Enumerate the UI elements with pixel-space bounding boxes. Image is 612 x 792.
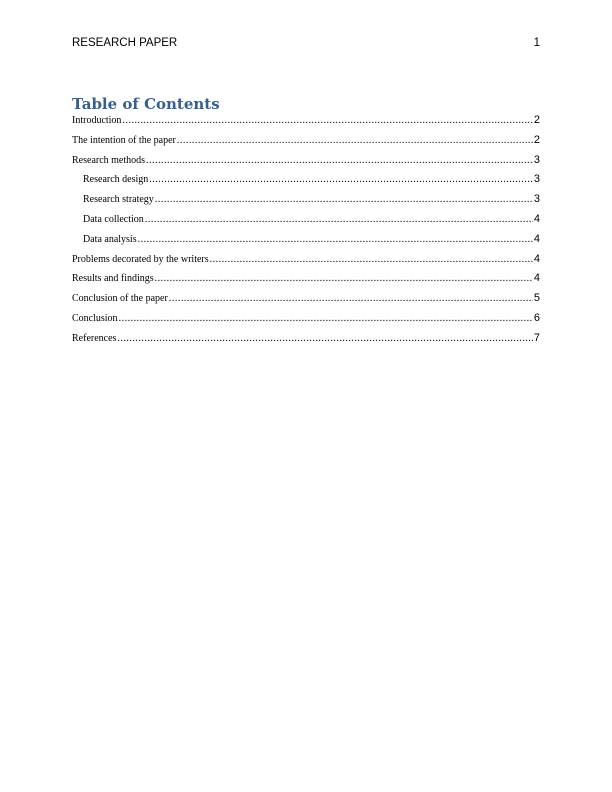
toc-entry-label: The intention of the paper <box>72 134 176 146</box>
toc-entry-data-collection[interactable] <box>72 212 540 232</box>
toc-dot-leader <box>177 134 533 148</box>
toc-entry-page: 7 <box>533 331 540 344</box>
toc-dot-leader <box>145 213 533 227</box>
toc-entry-page: 3 <box>533 193 540 206</box>
toc-dot-leader <box>122 114 532 128</box>
toc-dot-leader <box>117 332 532 346</box>
running-head: RESEARCH PAPER <box>72 37 178 49</box>
toc-heading: Table of Contents <box>72 95 220 113</box>
toc-dot-leader <box>210 253 533 267</box>
toc-entry-label: References <box>72 332 117 344</box>
toc-entry-label: Results and findings <box>72 273 154 285</box>
toc-entry-page: 4 <box>533 252 540 265</box>
toc-entry-label: Research design <box>83 174 149 186</box>
toc-entry-conclusion-of-paper[interactable] <box>72 291 540 311</box>
toc-dot-leader <box>149 173 533 187</box>
toc-dot-leader <box>155 272 533 286</box>
toc-entry-conclusion[interactable] <box>72 311 540 331</box>
toc-dot-leader <box>155 193 533 207</box>
page-header <box>72 35 540 51</box>
toc-dot-leader <box>138 233 533 247</box>
toc-entry-page: 3 <box>533 153 540 166</box>
toc-entry-label: Conclusion of the paper <box>72 293 168 305</box>
toc-entry-label: Research methods <box>72 154 146 166</box>
toc-entry-page: 2 <box>533 114 540 126</box>
toc-entry-page: 4 <box>533 272 540 285</box>
table-of-contents <box>72 113 540 351</box>
toc-entry-research-design[interactable] <box>72 172 540 192</box>
toc-entry-intention[interactable] <box>72 133 540 153</box>
toc-entry-label: Data analysis <box>83 233 137 245</box>
toc-entry-data-analysis[interactable] <box>72 232 540 252</box>
toc-entry-label: Conclusion <box>72 312 118 324</box>
toc-entry-label: Problems decorated by the writers <box>72 253 209 265</box>
toc-entry-label: Research strategy <box>83 194 154 206</box>
toc-entry-page: 6 <box>533 311 540 324</box>
toc-entry-page: 3 <box>533 173 540 186</box>
toc-entry-page: 5 <box>533 292 540 305</box>
toc-entry-introduction[interactable] <box>72 113 540 133</box>
toc-entry-label: Introduction <box>72 115 122 126</box>
toc-entry-references[interactable] <box>72 331 540 351</box>
toc-entry-page: 4 <box>533 212 540 225</box>
toc-dot-leader <box>146 154 533 168</box>
toc-entry-page: 2 <box>533 133 540 146</box>
toc-entry-page: 4 <box>533 232 540 245</box>
page-number: 1 <box>533 37 540 49</box>
toc-entry-research-strategy[interactable] <box>72 192 540 212</box>
toc-entry-results[interactable] <box>72 271 540 291</box>
toc-entry-research-methods[interactable] <box>72 153 540 173</box>
toc-entry-problems[interactable] <box>72 252 540 272</box>
toc-dot-leader <box>169 292 533 306</box>
toc-entry-label: Data collection <box>83 213 144 225</box>
toc-dot-leader <box>119 312 533 326</box>
